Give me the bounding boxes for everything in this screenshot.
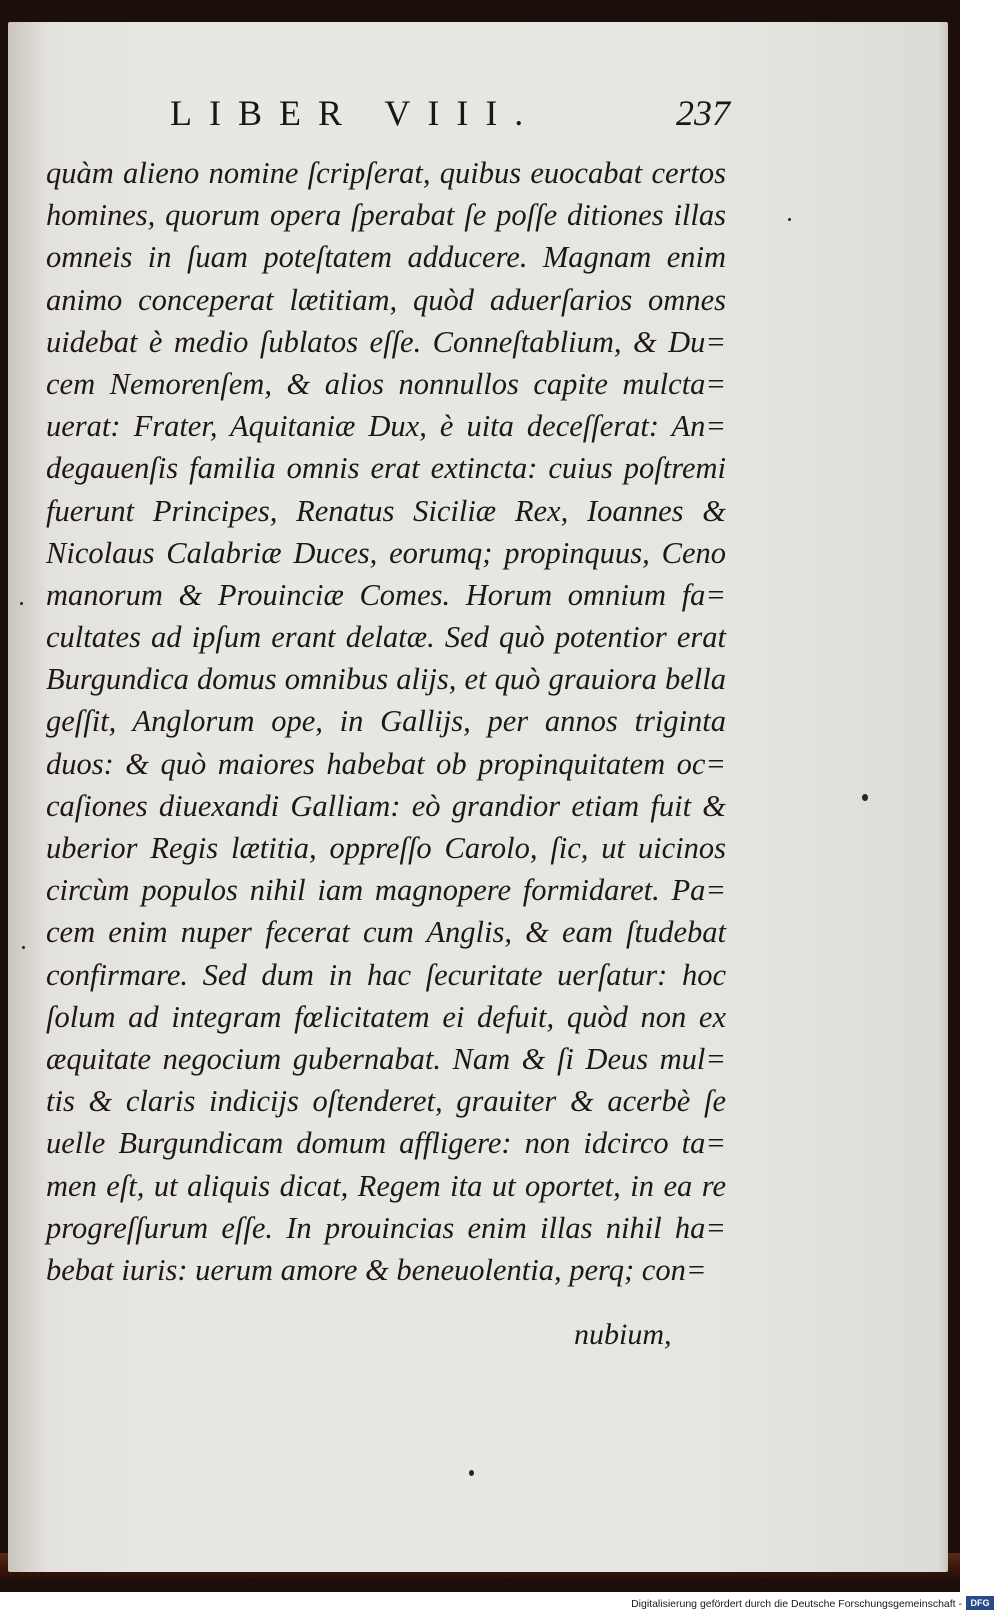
catchword: nubium, (574, 1318, 672, 1351)
paper-speck (469, 1470, 474, 1476)
running-head (170, 92, 730, 142)
text-line: animo conceperat lætitiam, quòd aduerſarios omnes (46, 282, 726, 317)
text-line: quàm alieno nomine ſcripſerat, quibus euocabat certos (46, 156, 726, 190)
text-line: geſſit, Anglorum ope, in Gallijs, per annos triginta (46, 704, 726, 739)
text-line: men eſt, ut aliquis dicat, Regem ita ut oportet, in ea re (46, 1168, 726, 1203)
text-line: æquitate negocium gubernabat. Nam & ſi Deus mul= (46, 1041, 726, 1076)
text-line: cem Nemorenſem, & alios nonnullos capite mulcta= (46, 366, 726, 401)
text-line: omneis in ſuam poteſtatem adducere. Magnam enim (46, 240, 726, 275)
digitization-credit: Digitalisierung gefördert durch die Deutsche Forschungsgemeinschaft - (631, 1598, 962, 1610)
text-line: progreſſurum eſſe. In prouincias enim illas nihil ha= (46, 1210, 726, 1245)
running-title: LIBER VIII. (170, 93, 541, 133)
text-line: fuerunt Principes, Renatus Siciliæ Rex, Ioannes & (46, 493, 726, 528)
text-line: bebat iuris: uerum amore & beneuolentia, perq; con= (46, 1252, 707, 1287)
text-line: homines, quorum opera ſperabat ſe poſſe ditiones illas (46, 198, 726, 233)
text-line: cultates ad ipſum erant delatæ. Sed quò potentior erat (46, 620, 726, 655)
text-line: uerat: Frater, Aquitaniæ Dux, è uita deceſſerat: An= (46, 409, 726, 444)
paper-speck (20, 602, 23, 605)
text-line: ſolum ad integram fœlicitatem ei defuit, quòd non ex (46, 999, 726, 1034)
text-line: Burgundica domus omnibus alijs, et quò grauiora bella (46, 662, 726, 697)
text-line: tis & claris indicijs oſtenderet, grauiter & acerbè ſe (46, 1084, 726, 1119)
text-line: caſiones diuexandi Galliam: eò grandior etiam fuit & (46, 788, 726, 823)
text-line: circùm populos nihil iam magnopere formidaret. Pa= (46, 873, 726, 908)
text-line: manorum & Prouinciæ Comes. Horum omnium fa= (46, 577, 726, 612)
page-number: 237 (676, 93, 730, 133)
body-text (46, 152, 726, 1291)
text-line: Nicolaus Calabriæ Duces, eorumq; propinquus, Ceno (46, 535, 726, 570)
text-line: degauenſis familia omnis erat extincta: cuius poſtremi (46, 451, 726, 486)
text-line: duos: & quò maiores habebat ob propinquitatem oc= (46, 746, 726, 781)
paper-speck (788, 218, 791, 221)
paper-speck (22, 946, 25, 949)
text-line: uidebat è medio ſublatos eſſe. Conneſtablium, & Du= (46, 324, 726, 359)
paper-speck (862, 794, 868, 801)
dfg-logo-icon: DFG (966, 1596, 994, 1610)
text-line: confirmare. Sed dum in hac ſecuritate uerſatur: hoc (46, 957, 726, 992)
text-line: uberior Regis lætitia, oppreſſo Carolo, ſic, ut uicinos (46, 831, 726, 865)
text-line: uelle Burgundicam domum affligere: non idcirco ta= (46, 1126, 726, 1161)
text-line: cem enim nuper fecerat cum Anglis, & eam ſtudebat (46, 915, 726, 950)
